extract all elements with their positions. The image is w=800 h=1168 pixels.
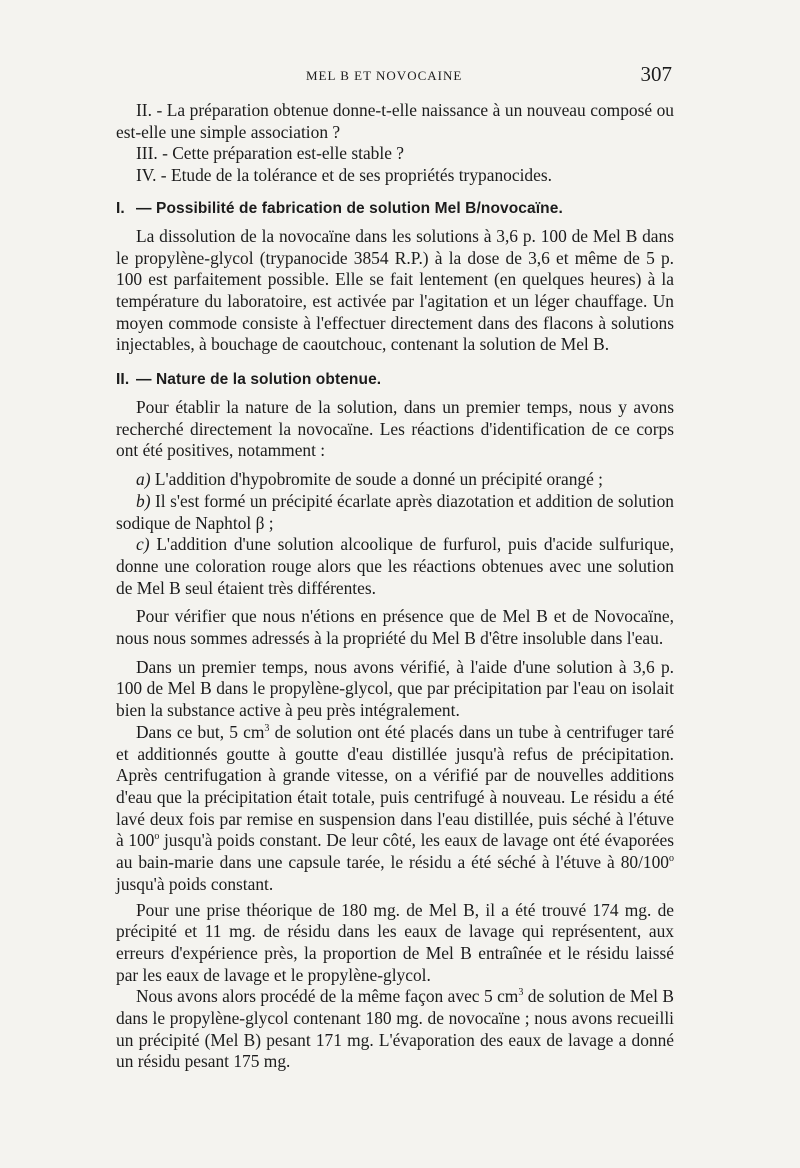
section-1-heading (116, 199, 674, 219)
page-number: 307 (640, 62, 672, 86)
paragraph-theory: Pour une prise théorique de 180 mg. de Mel B, il a été trouvé 174 mg. de précipité et 11 mg. de résidu dans les eaux de lavage qui représentent, aux erreurs d'expérience près, la proportion de Mel B entraînée et le résidu laissé par les eaux de lavage et le propylène-glycol. (116, 899, 674, 985)
running-head: MEL B ET NOVOCAINE (306, 68, 463, 83)
question-3: III. - Cette préparation est-elle stable ? (136, 143, 404, 164)
paragraph-first-time: Dans un premier temps, nous avons vérifié, à l'aide d'une solution à 3,6 p. 100 de Mel B dans le propylène-glycol, que par précipitation par l'eau on isolait bien la substance active à peu près intégralement. (116, 656, 674, 721)
question-2: II. - La préparation obtenue donne-t-elle naissance à un nouveau composé ou est-elle une simple association ? (116, 100, 674, 142)
list-item-c-label: c) (136, 534, 150, 555)
list-item-b-label: b) (136, 490, 151, 511)
degree-mark: o (154, 831, 160, 843)
list-item-c (116, 534, 674, 599)
question-4: IV. - Etude de la tolérance et de ses propriétés trypanocides. (136, 165, 552, 186)
paragraph-novocaine-test: Nous avons alors procédé de la même façon avec 5 $cm^3$ de solution de Mel B dans le propylène-glycol contenant 180 mg. de novocaïne ; nous avons recueilli un précipité (Mel B) pesant 171 mg. L'évaporation des eaux de lavage a donné un résidu pesant 175 mg. (116, 986, 674, 1072)
list-item-a (116, 469, 674, 491)
list-item-b-text: Il s'est formé un précipité écarlate après diazotation et addition de solution sodique de Naphtol β ; (116, 490, 674, 533)
superscript-3: 3 (264, 723, 270, 735)
section-2-intro: Pour établir la nature de la solution, dans un premier temps, nous y avons recherché directement la novocaïne. Les réactions d'identification de ce corps ont été positives, notamment : (116, 397, 674, 461)
list-item-a-text: L'addition d'hypobromite de soude a donné un précipité orangé ; (154, 469, 604, 490)
section-2-title: — Nature de la solution obtenue. (136, 371, 382, 389)
superscript-3: 3 (518, 987, 524, 999)
section-1-paragraph: La dissolution de la novocaïne dans les solutions à 3,6 p. 100 de Mel B dans le propylène-glycol (trypanocide 3854 R.P.) à la dose de 3,6 et même de 5 p. 100 est parfaitement possible. Elle se fait lentement (en quelques heures) à la température du laboratoire, est activée par l'agitation et un léger chauffage. Un moyen commode consiste à l'effectuer directement dans des flacons à solutions injectables, à bouchage de caoutchouc, contenant la solution de Mel B. (116, 225, 674, 355)
paragraph-verify: Pour vérifier que nous n'étions en présence que de Mel B et de Novocaïne, nous nous sommes adressés à la propriété du Mel B d'être insoluble dans l'eau. (116, 606, 674, 649)
section-2-number: II. (116, 371, 130, 389)
paragraph-procedure: Dans ce but, 5 $cm^3$ de solution ont été placés dans un tube à centrifuger taré et additionnés goutte à goutte d'eau distillée jusqu'à refus de précipitation. Après centrifugation à grande vitesse, on a vérifié par de nouvelles additions d'eau que la précipitation était totale, puis centrifugé à nouveau. Le résidu a été lavé deux fois par remise en suspension dans l'eau distillée, puis séché à l'étuve à 100$^o$ jusqu'à poids constant. De leur côté, les eaux de lavage ont été évaporées au bain-marie dans une capsule tarée, le résidu a été séché à l'étuve à 80/100$^o$ jusqu'à poids constant. (116, 721, 675, 894)
list-item-c-text: L'addition d'une solution alcoolique de furfurol, puis d'acide sulfurique, donne une coloration rouge alors que les réactions obtenues avec une solution de Mel B seul étaient très différentes. (116, 534, 674, 598)
list-item-a-label: a) (136, 469, 151, 490)
page-body (116, 100, 674, 1073)
list-item-b (116, 491, 674, 534)
section-2-heading (116, 370, 674, 390)
section-1-number: I. (116, 199, 125, 217)
section-1-title: — Possibilité de fabrication de solution Mel B/novocaïne. (136, 199, 563, 217)
degree-mark: o (669, 853, 674, 865)
